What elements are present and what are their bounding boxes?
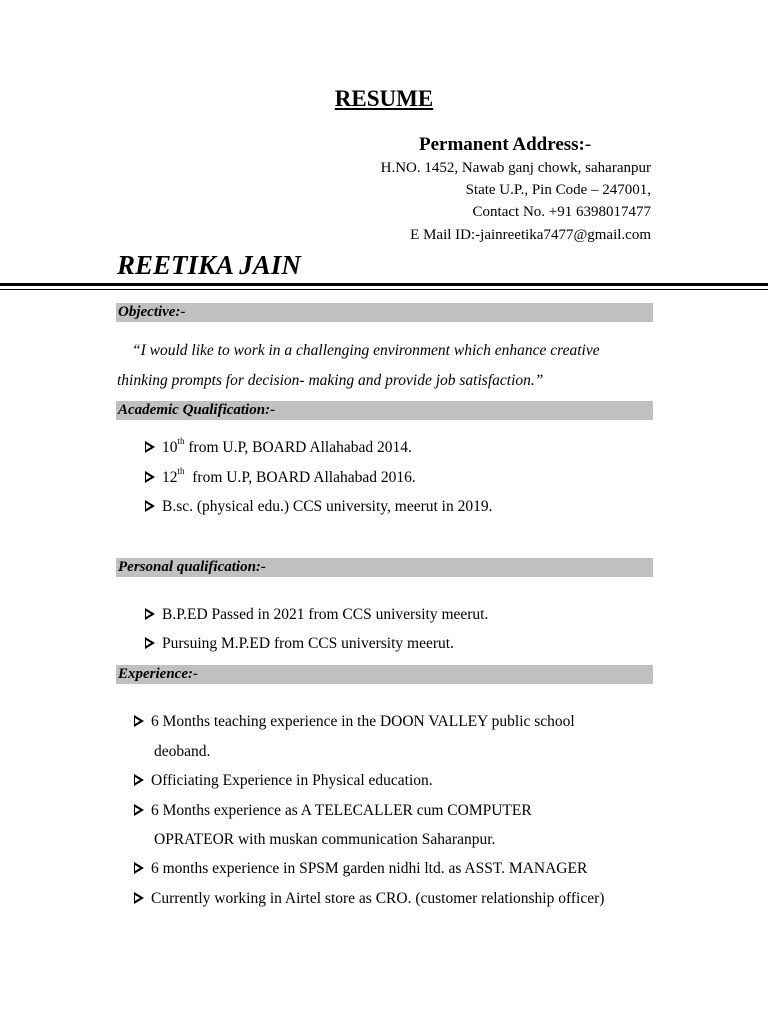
list-item: 12th from U.P, BOARD Allahabad 2016. [145,469,416,487]
personal-heading: Personal qualification:- [116,558,653,577]
arrow-bullet-icon [134,862,144,874]
arrow-bullet-icon [145,471,155,483]
address-heading-text: Permanent Address: [419,134,585,155]
list-item-continuation: deoband. [154,743,211,760]
arrow-bullet-icon [134,774,144,786]
arrow-bullet-icon [134,715,144,727]
list-item: 6 Months experience as A TELECALLER cum COMPUTER [134,802,532,820]
list-item: 6 Months teaching experience in the DOON VALLEY public school [134,713,575,731]
list-item: Officiating Experience in Physical education. [134,772,433,790]
arrow-bullet-icon [145,500,155,512]
contact-number: Contact No. +91 6398017477 [472,204,651,220]
candidate-name: REETIKA JAIN [117,250,301,280]
experience-heading: Experience:- [116,665,653,684]
arrow-bullet-icon [145,608,155,620]
arrow-bullet-icon [145,637,155,649]
academic-heading: Academic Qualification:- [116,401,653,420]
address-heading [419,134,591,156]
objective-text-line: thinking prompts for decision- making and provide job satisfaction.” [117,372,544,389]
address-heading-suffix: - [584,134,592,155]
list-item: 6 months experience in SPSM garden nidhi ltd. as ASST. MANAGER [134,860,587,878]
list-item: Currently working in Airtel store as CRO. (customer relationship officer) [134,890,604,908]
arrow-bullet-icon [134,804,144,816]
objective-heading: Objective:- [116,303,653,322]
objective-text-line: “I would like to work in a challenging environment which enhance creative [132,342,600,359]
divider-thick [0,283,768,286]
list-item: 10th from U.P, BOARD Allahabad 2014. [145,439,412,457]
list-item: Pursuing M.P.ED from CCS university meerut. [145,635,454,653]
list-item-continuation: OPRATEOR with muskan communication Saharanpur. [154,831,496,848]
list-item: B.sc. (physical edu.) CCS university, meerut in 2019. [145,498,492,516]
email-address: E Mail ID:-jainreetika7477@gmail.com [410,227,651,243]
arrow-bullet-icon [134,892,144,904]
arrow-bullet-icon [145,441,155,453]
address-line: H.NO. 1452, Nawab ganj chowk, saharanpur [380,160,651,176]
divider-thin [0,289,768,290]
list-item: B.P.ED Passed in 2021 from CCS university meerut. [145,606,488,624]
resume-title: RESUME [334,86,434,111]
address-line: State U.P., Pin Code – 247001, [465,182,651,198]
